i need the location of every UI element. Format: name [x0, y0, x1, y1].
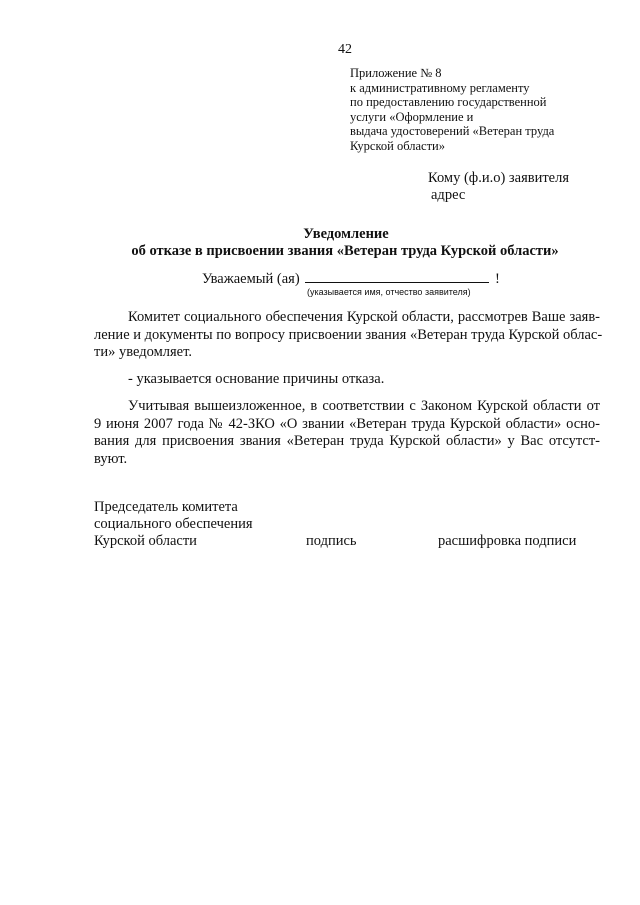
paragraph-line: Комитет социального обеспечения Курской области, рассмотрев Ваше заяв-: [128, 309, 600, 325]
signature-label: подпись: [306, 533, 357, 549]
title-line-1: Уведомление: [303, 226, 389, 242]
addressee-name-placeholder: Кому (ф.и.о) заявителя: [428, 170, 570, 186]
addressee-block: [428, 170, 569, 204]
annex-line: Приложение № 8: [350, 66, 442, 80]
signature-decoding-label: расшифровка подписи: [438, 533, 577, 549]
signer-line: Председатель комитета: [94, 499, 238, 515]
addressee-address-placeholder: адрес: [431, 187, 466, 203]
salutation-prefix: Уважаемый (ая): [202, 271, 300, 287]
paragraph-line: ление и документы по вопросу присвоении звания «Ветеран труда Курской облас-: [94, 326, 603, 343]
paragraph-line: ти» уведомляет.: [94, 344, 192, 360]
paragraph-legal-basis: [94, 398, 600, 468]
signer-title: [94, 499, 253, 550]
salutation-hint: (указывается имя, отчество заявителя): [307, 287, 471, 297]
salutation: [202, 269, 500, 288]
document-title: [0, 226, 640, 260]
annex-line: услуги «Оформление и: [350, 109, 474, 124]
title-line-2: об отказе в присвоении звания «Ветеран труда Курской области»: [131, 243, 559, 259]
annex-header: [350, 66, 554, 153]
paragraph-line: - указывается основание причины отказа.: [128, 371, 385, 387]
annex-line: к административному регламенту: [350, 80, 530, 95]
signer-line: Курской области: [94, 533, 197, 549]
paragraph-committee-decision: [94, 309, 603, 362]
salutation-blank-line: [305, 269, 489, 283]
paragraph-line: 9 июня 2007 года № 42-ЗКО «О звании «Ветеран труда Курской области» осно-: [94, 415, 600, 432]
page-number: 42: [338, 42, 352, 57]
signer-line: социального обеспечения: [94, 516, 253, 532]
paragraph-refusal-reason: [94, 371, 600, 389]
salutation-suffix: !: [494, 271, 500, 287]
annex-line: по предоставлению государственной: [350, 95, 547, 109]
annex-line: Курской области»: [350, 138, 445, 153]
paragraph-line: вуют.: [94, 450, 128, 467]
paragraph-line: вания для присвоения звания «Ветеран труда Курской области» у Вас отсутст-: [94, 433, 600, 449]
annex-line: выдача удостоверений «Ветеран труда: [350, 124, 555, 138]
paragraph-line: Учитывая вышеизложенное, в соответствии с Законом Курской области от: [128, 398, 600, 414]
